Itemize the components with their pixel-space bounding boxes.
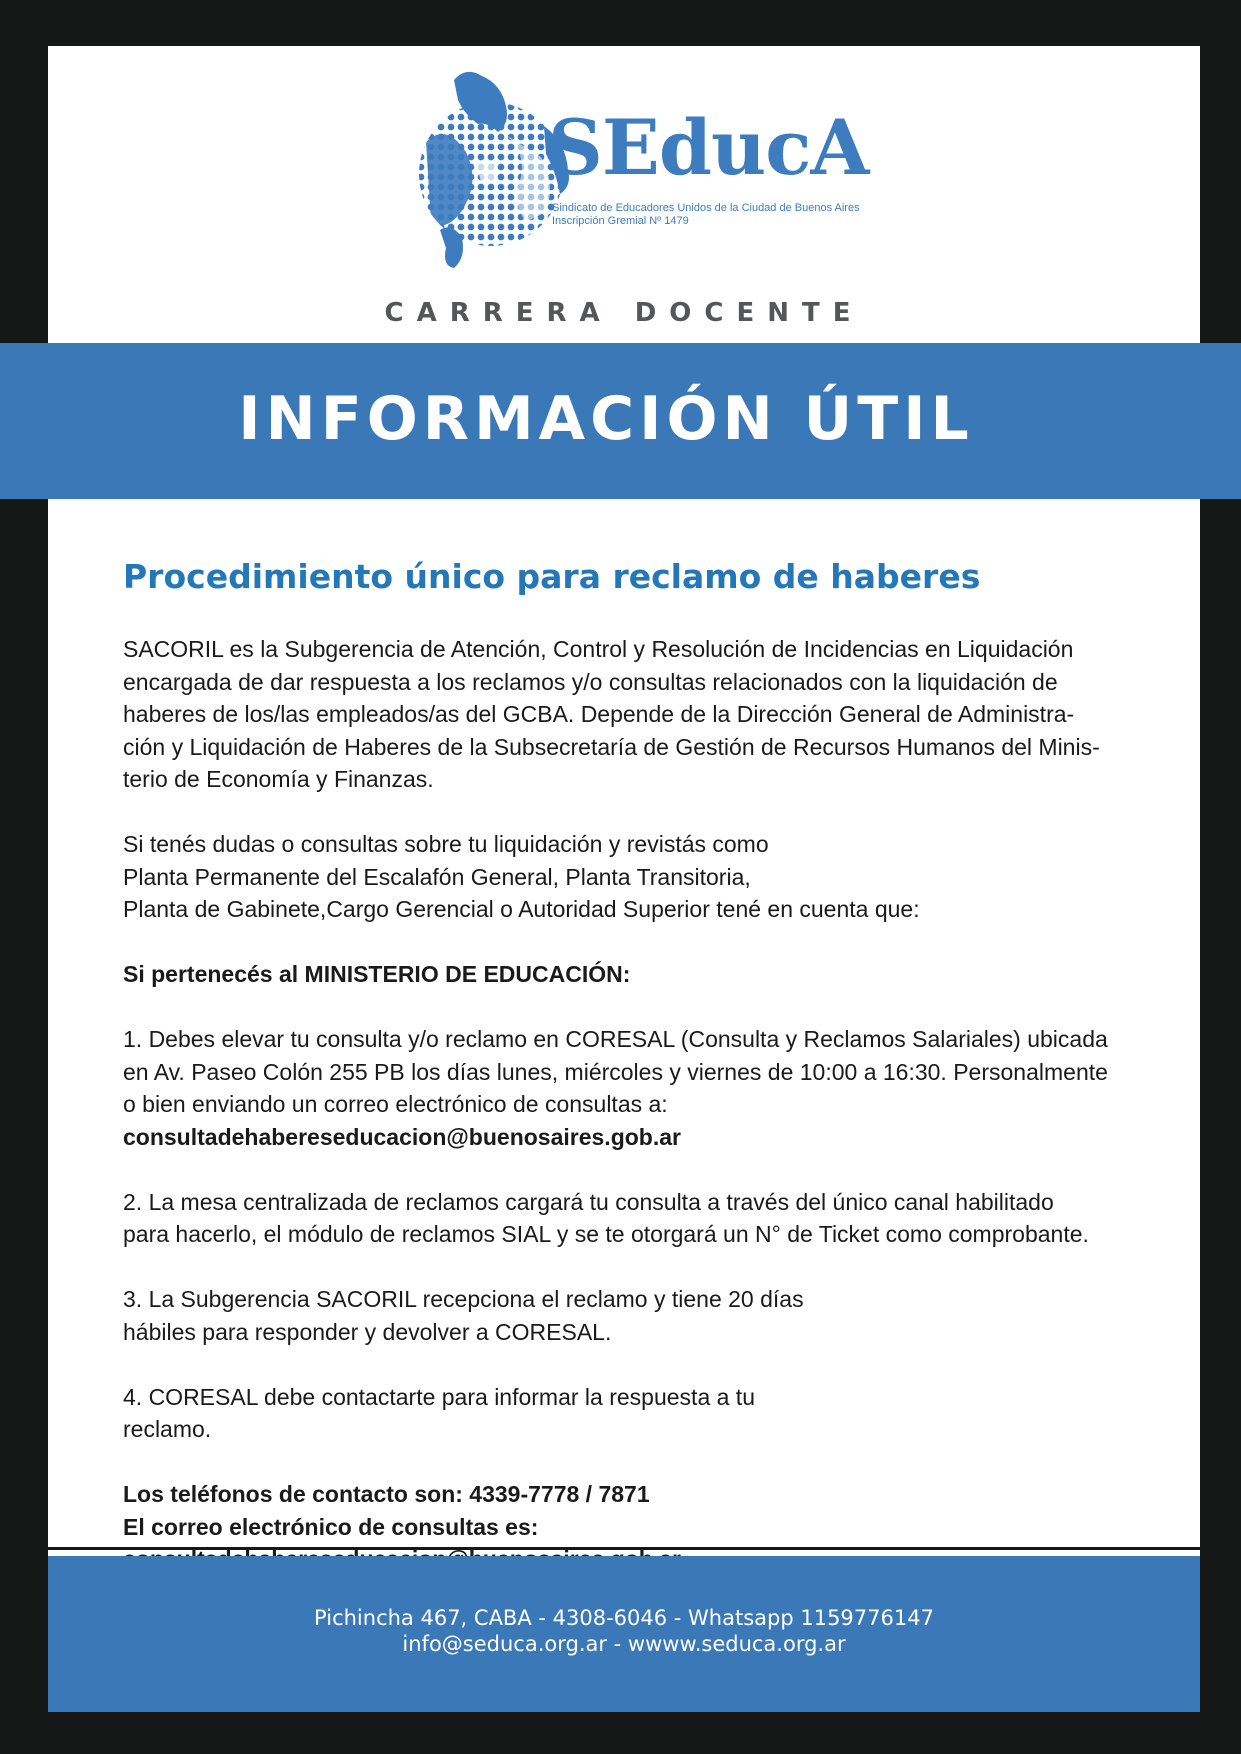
step-line: reclamo. <box>123 1416 212 1442</box>
step-line: 4. CORESAL debe contactarte para informar la respuesta a tu <box>123 1383 755 1410</box>
banner-title: INFORMACIÓN ÚTIL <box>238 384 974 454</box>
email-link[interactable]: consultadehabereseducacion@buenosaires.gob.ar <box>123 1123 681 1150</box>
logo-wordmark: SEducA <box>548 103 869 192</box>
section-kicker: CARRERA DOCENTE <box>384 298 864 328</box>
logo-subtitle-line: Inscripción Gremial Nº 1479 <box>552 215 689 227</box>
title-banner <box>0 343 1241 499</box>
paragraph-line: ción y Liquidación de Haberes de la Subsecretaría de Gestión de Recursos Humanos del Minis- <box>123 733 1100 760</box>
step-line: para hacerlo, el módulo de reclamos SIAL y se te otorgará un N° de Ticket como comprobante. <box>123 1221 1089 1247</box>
step-line: o bien enviando un correo electrónico de consultas a: <box>123 1091 668 1117</box>
section-title: Procedimiento único para reclamo de haberes <box>123 557 981 596</box>
step-line: 1. Debes elevar tu consulta y/o reclamo en CORESAL (Consulta y Reclamos Salariales) ubicada <box>123 1026 1108 1052</box>
footer-divider <box>48 1547 1200 1550</box>
logo-subtitle-line: Sindicato de Educadores Unidos de la Ciudad de Buenos Aires <box>552 202 860 214</box>
paragraph-line: Planta Permanente del Escalafón General, Planta Transitoria, <box>123 863 751 890</box>
footer-address: Pichincha 467, CABA - 4308-6046 - Whatsapp 1159776147 <box>314 1606 934 1630</box>
logo-subtitle <box>552 202 882 228</box>
ministry-heading: Si pertenecés al MINISTERIO DE EDUCACIÓN: <box>123 961 631 987</box>
contact-phones: Los teléfonos de contacto son: 4339-7778 / 7871 <box>123 1481 650 1507</box>
contact-email-label: El correo electrónico de consultas es: <box>123 1513 539 1540</box>
footer-contact-links[interactable]: info@seduca.org.ar - wwww.seduca.org.ar <box>402 1632 846 1656</box>
seduca-logo <box>406 62 876 272</box>
step-line: en Av. Paseo Colón 255 PB los días lunes, miércoles y viernes de 10:00 a 16:30. Personalmente <box>123 1058 1108 1085</box>
paragraph-line: encargada de dar respuesta a los reclamos y/o consultas relacionados con la liquidación de <box>123 668 1058 695</box>
paragraph-line: SACORIL es la Subgerencia de Atención, Control y Resolución de Incidencias en Liquidación <box>123 636 1074 662</box>
document-page <box>48 46 1200 1712</box>
paragraph-line: haberes de los/las empleados/as del GCBA. Depende de la Dirección General de Administra- <box>123 701 1075 727</box>
footer <box>48 1556 1200 1712</box>
step-line: 2. La mesa centralizada de reclamos cargará tu consulta a través del único canal habilitado <box>123 1188 1054 1215</box>
step-line: hábiles para responder y devolver a CORESAL. <box>123 1318 612 1345</box>
content-body <box>123 551 1193 1576</box>
paragraph-line: Planta de Gabinete,Cargo Gerencial o Autoridad Superior tené en cuenta que: <box>123 896 920 922</box>
paragraph-line: Si tenés dudas o consultas sobre tu liquidación y revistás como <box>123 831 769 857</box>
step-line: 3. La Subgerencia SACORIL recepciona el reclamo y tiene 20 días <box>123 1286 804 1312</box>
paragraph-line: terio de Economía y Finanzas. <box>123 766 434 792</box>
